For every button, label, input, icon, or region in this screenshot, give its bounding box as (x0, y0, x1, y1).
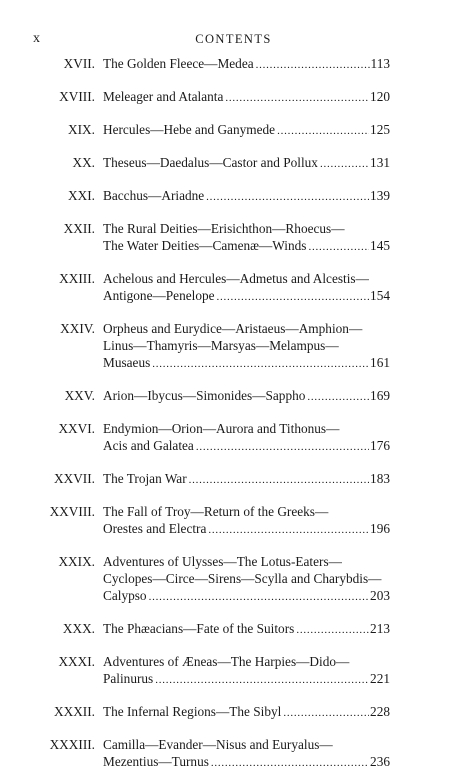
chapter-title-block (103, 620, 390, 637)
toc-entry[interactable] (0, 553, 467, 604)
chapter-title-block (103, 420, 390, 454)
dot-leader (225, 90, 369, 107)
title-line (103, 553, 390, 570)
chapter-numeral: XIX. (68, 122, 95, 137)
dot-leader (189, 472, 369, 489)
title-line (103, 237, 390, 254)
dot-leader (307, 389, 369, 406)
chapter-title: Adventures of Æneas—The Harpies—Dido— (103, 654, 350, 669)
toc-entry[interactable] (0, 55, 467, 72)
title-line (103, 354, 390, 371)
title-line (103, 503, 390, 520)
page-reference: 113 (370, 56, 390, 71)
title-line (103, 670, 390, 687)
title-line (103, 587, 390, 604)
dot-leader (152, 356, 369, 373)
chapter-title: Bacchus—Ariadne (103, 188, 205, 203)
chapter-title-block (103, 320, 390, 371)
chapter-title-block (103, 653, 390, 687)
dot-leader (206, 189, 369, 206)
toc-entry[interactable] (0, 420, 467, 454)
toc-entry[interactable] (0, 387, 467, 404)
title-line (103, 570, 390, 587)
chapter-title: Musaeus (103, 355, 151, 370)
chapter-title-block (103, 703, 390, 720)
chapter-title: Orestes and Electra (103, 521, 207, 536)
chapter-title-block (103, 470, 390, 487)
toc-entry[interactable] (0, 653, 467, 687)
chapter-title: The Golden Fleece—Medea (103, 56, 254, 71)
chapter-title-block (103, 187, 390, 204)
page-reference: 228 (370, 704, 390, 719)
dot-leader (296, 622, 369, 639)
chapter-title: Adventures of Ulysses—The Lotus-Eaters— (103, 554, 342, 569)
title-line (103, 187, 390, 204)
page-reference: 236 (370, 754, 390, 769)
title-line (103, 55, 390, 72)
title-line (103, 736, 390, 753)
chapter-title: The Fall of Troy—Return of the Greeks— (103, 504, 329, 519)
chapter-title-block (103, 736, 390, 770)
chapter-numeral: XXXIII. (49, 737, 95, 752)
chapter-title-block (103, 88, 390, 105)
chapter-title: The Phæacians—Fate of the Suitors (103, 621, 295, 636)
chapter-title-block (103, 121, 390, 138)
chapter-title: Antigone—Penelope (103, 288, 215, 303)
page-reference: 176 (370, 438, 390, 453)
page-reference: 154 (370, 288, 390, 303)
toc-entry[interactable] (0, 220, 467, 254)
chapter-numeral: XXXI. (58, 654, 95, 669)
chapter-numeral: XXVIII. (49, 504, 95, 519)
chapter-title: Camilla—Evander—Nisus and Euryalus— (103, 737, 333, 752)
chapter-title-block (103, 387, 390, 404)
dot-leader (217, 289, 370, 306)
chapter-numeral: XVII. (63, 56, 95, 71)
page-reference: 145 (370, 238, 390, 253)
toc-entry[interactable] (0, 154, 467, 171)
dot-leader (149, 589, 369, 606)
page-reference: 161 (370, 355, 390, 370)
chapter-title-block (103, 220, 390, 254)
toc-entry[interactable] (0, 470, 467, 487)
dot-leader (320, 156, 369, 173)
toc-entry[interactable] (0, 88, 467, 105)
chapter-numeral: XXX. (62, 621, 95, 636)
chapter-title: Acis and Galatea (103, 438, 194, 453)
toc-entry[interactable] (0, 270, 467, 304)
dot-leader (308, 239, 369, 256)
page-reference: 125 (370, 122, 390, 137)
chapter-title-block (103, 55, 390, 72)
dot-leader (155, 672, 369, 689)
page-reference: 120 (370, 89, 390, 104)
chapter-title: Meleager and Atalanta (103, 89, 224, 104)
chapter-title: Endymion—Orion—Aurora and Tithonus— (103, 421, 340, 436)
chapter-title-block (103, 553, 390, 604)
chapter-title: Hercules—Hebe and Ganymede (103, 122, 276, 137)
page-reference: 183 (370, 471, 390, 486)
chapter-title: Theseus—Daedalus—Castor and Pollux (103, 155, 318, 170)
page-reference: 213 (370, 621, 390, 636)
page-reference: 221 (370, 671, 390, 686)
chapter-title: The Trojan War (103, 471, 187, 486)
page-reference: 169 (370, 388, 390, 403)
title-line (103, 653, 390, 670)
title-line (103, 121, 390, 138)
chapter-numeral: XXXII. (54, 704, 95, 719)
chapter-numeral: XXIV. (60, 321, 95, 336)
title-line (103, 470, 390, 487)
chapter-numeral: XXI. (68, 188, 95, 203)
page-header (0, 31, 467, 49)
toc-entry[interactable] (0, 187, 467, 204)
title-line (103, 154, 390, 171)
title-line (103, 337, 390, 354)
dot-leader (277, 123, 369, 140)
title-line (103, 520, 390, 537)
chapter-title: Achelous and Hercules—Admetus and Alcestis— (103, 271, 369, 286)
dot-leader (208, 522, 369, 539)
title-line (103, 437, 390, 454)
page-reference: 203 (370, 588, 390, 603)
chapter-numeral: XVIII. (59, 89, 95, 104)
chapter-title-block (103, 270, 390, 304)
chapter-numeral: XXIX. (58, 554, 95, 569)
chapter-numeral: XXVI. (58, 421, 95, 436)
toc-entry[interactable] (0, 620, 467, 637)
title-line (103, 88, 390, 105)
toc-entry[interactable] (0, 503, 467, 537)
dot-leader (196, 439, 369, 456)
page-reference: 139 (370, 188, 390, 203)
title-line (103, 620, 390, 637)
dot-leader (211, 755, 369, 772)
chapter-numeral: XXIII. (59, 271, 95, 286)
chapter-numeral: XXII. (63, 221, 95, 236)
page-reference: 131 (370, 155, 390, 170)
dot-leader (283, 705, 369, 722)
chapter-title-block (103, 503, 390, 537)
page-number: x (33, 31, 40, 46)
chapter-title: Mezentius—Turnus (103, 754, 209, 769)
chapter-title: Palinurus (103, 671, 154, 686)
title-line (103, 320, 390, 337)
chapter-title: The Infernal Regions—The Sibyl (103, 704, 282, 719)
title-line (103, 287, 390, 304)
chapter-title: The Water Deities—Camenæ—Winds (103, 238, 307, 253)
title-line (103, 420, 390, 437)
toc-entry[interactable] (0, 121, 467, 138)
toc-entry[interactable] (0, 320, 467, 371)
toc-entry[interactable] (0, 736, 467, 770)
chapter-numeral: XX. (72, 155, 95, 170)
title-line (103, 753, 390, 770)
chapter-title: Cyclopes—Circe—Sirens—Scylla and Charybdis— (103, 571, 382, 586)
chapter-title: Linus—Thamyris—Marsyas—Melampus— (103, 338, 339, 353)
chapter-title: Arion—Ibycus—Simonides—Sappho (103, 388, 306, 403)
chapter-title: Orpheus and Eurydice—Aristaeus—Amphion— (103, 321, 363, 336)
chapter-title: The Rural Deities—Erisichthon—Rhoecus— (103, 221, 345, 236)
chapter-numeral: XXV. (64, 388, 95, 403)
title-line (103, 703, 390, 720)
chapter-title: Calypso (103, 588, 147, 603)
title-line (103, 220, 390, 237)
dot-leader (256, 57, 370, 74)
running-head: CONTENTS (195, 32, 272, 46)
title-line (103, 387, 390, 404)
toc-entry[interactable] (0, 703, 467, 720)
title-line (103, 270, 390, 287)
chapter-title-block (103, 154, 390, 171)
page-reference: 196 (370, 521, 390, 536)
chapter-numeral: XXVII. (54, 471, 95, 486)
